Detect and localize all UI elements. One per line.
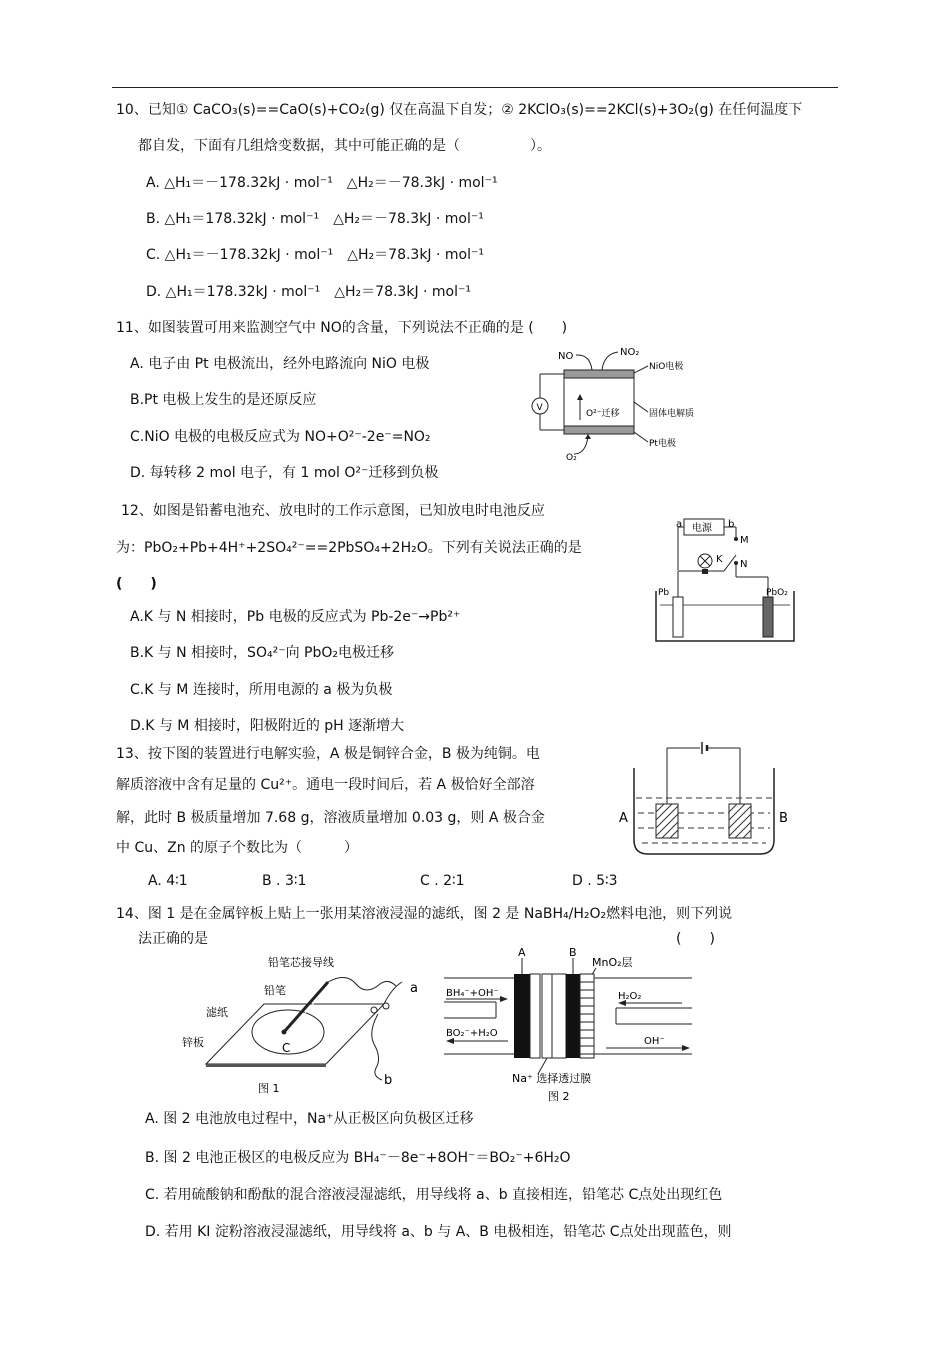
q14-fig2-electrode-a	[514, 974, 530, 1058]
q10-option-a: A. △H₁＝－178.32kJ · mol⁻¹ △H₂＝－78.3kJ · mol⁻¹	[146, 175, 498, 191]
q11-option-d: D. 每转移 2 mol 电子，有 1 mol O²⁻迁移到负极	[130, 465, 439, 481]
q10-option-c: C. △H₁＝－178.32kJ · mol⁻¹ △H₂＝78.3kJ · mol⁻¹	[146, 247, 485, 263]
q12-source-label: 电源	[692, 523, 712, 534]
q11-electrolyte-label: 固体电解质	[649, 409, 695, 419]
q14-figure-2	[438, 944, 698, 1106]
q14-fig1-b-label: b	[384, 1073, 393, 1088]
q11-migration-label: O²⁻迁移	[586, 409, 620, 419]
q12-pbo2-label: PbO₂	[766, 588, 788, 598]
q13-option-c: C . 2∶1	[420, 873, 465, 889]
q14-option-c: C. 若用硫酸钠和酚酞的混合溶液浸湿滤纸，用导线将 a、b 直接相连，铅笔芯 C点处出现红色	[145, 1187, 723, 1203]
q11-o2-label: O₂	[566, 453, 577, 463]
q12-pbo2-electrode	[763, 597, 773, 637]
q13-line3: 解，此时 B 极质量增加 7.68 g，溶液质量增加 0.03 g，则 A 极合金	[116, 810, 545, 826]
q14-fig2-inflow-label: BH₄⁻+OH⁻	[446, 988, 499, 999]
q13-option-a: A. 4∶1	[148, 873, 188, 889]
q14-fig2-mno2-layer	[580, 974, 594, 1058]
q13-beaker	[634, 768, 774, 854]
q11-option-c: C.NiO 电极的电极反应式为 NO+O²⁻-2e⁻=NO₂	[130, 429, 431, 445]
q11-no2-label: NO₂	[620, 347, 640, 358]
q14-fig2-outflow-label: BO₂⁻+H₂O	[446, 1028, 498, 1039]
q13-line1: 13、按下图的装置进行电解实验，A 极是铜锌合金，B 极为纯铜。电	[116, 746, 540, 762]
q11-stem: 11、如图装置可用来监测空气中 NO的含量，下列说法不正确的是 ( )	[116, 320, 568, 336]
q14-option-d: D. 若用 KI 淀粉溶液浸湿滤纸，用导线将 a、b 与 A、B 电极相连，铅笔芯 C点处出现蓝色，则	[145, 1224, 732, 1240]
q12-stem-line1: 12、如图是铅蓄电池充、放电时的工作示意图，已知放电时电池反应	[121, 503, 545, 519]
q11-nio-label: NiO电极	[649, 362, 684, 372]
q14-answer-paren: ( )	[676, 931, 715, 947]
q12-option-b: B.K 与 N 相接时，SO₄²⁻向 PbO₂电极迁移	[130, 645, 394, 661]
q10-option-d: D. △H₁＝178.32kJ · mol⁻¹ △H₂＝78.3kJ · mol⁻¹	[146, 284, 472, 300]
q14-fig1-c-label: C	[282, 1041, 291, 1055]
q14-fig1-a-label: a	[410, 981, 418, 996]
q14-fig2-membrane	[542, 974, 552, 1058]
q14-fig2-membrane-label: Na⁺ 选择透过膜	[512, 1072, 592, 1085]
q13-electrolysis-diagram	[612, 738, 797, 863]
header-rule	[112, 87, 838, 88]
q11-pt-electrode	[564, 426, 634, 434]
q11-voltmeter-label: V	[536, 403, 543, 413]
q14-fig1-lead-wire-label: 铅笔芯接导线	[268, 956, 334, 969]
q10-stem-line1: 10、已知① CaCO₃(s)==CaO(s)+CO₂(g) 仅在高温下自发；② 2KClO₃(s)==2KCl(s)+3O₂(g) 在任何温度下	[116, 102, 803, 118]
q12-option-a: A.K 与 N 相接时，Pb 电极的反应式为 Pb-2e⁻→Pb²⁺	[130, 609, 461, 625]
q14-stem-line1: 14、图 1 是在金属锌板上贴上一张用某溶液浸湿的滤纸，图 2 是 NaBH₄/H₂O₂燃料电池，则下列说	[116, 906, 733, 922]
q14-option-b: B. 图 2 电池正极区的电极反应为 BH₄⁻－8e⁻+8OH⁻＝BO₂⁻+6H₂O	[145, 1150, 571, 1166]
q11-sensor-diagram	[528, 340, 713, 470]
q13-line4: 中 Cu、Zn 的原子个数比为（ ）	[116, 840, 359, 856]
q11-no2-arrow	[602, 352, 618, 370]
q12-option-c: C.K 与 M 连接时，所用电源的 a 极为负极	[130, 682, 393, 698]
q12-lead-battery-diagram	[640, 515, 810, 650]
q14-fig2-mno2-label: MnO₂层	[592, 956, 633, 969]
q13-a-label: A	[619, 811, 628, 826]
q10-stem-line2: 都自发，下面有几组焓变数据，其中可能正确的是（ ）。	[138, 138, 551, 154]
q14-fig1-wire-b	[372, 1014, 382, 1080]
q11-pt-label: Pt电极	[649, 439, 676, 449]
q13-option-b: B . 3∶1	[262, 873, 307, 889]
q12-stem-line2: 为：PbO₂+Pb+4H⁺+2SO₄²⁻==2PbSO₄+2H₂O。下列有关说法正确的是	[116, 540, 582, 556]
q14-fig1-pencil-label: 铅笔	[264, 984, 286, 997]
q12-option-d: D.K 与 M 相接时，阳极附近的 pH 逐渐增大	[130, 718, 405, 734]
q14-fig1-point-c	[282, 1030, 287, 1035]
q13-line2: 解质溶液中含有足量的 Cu²⁺。通电一段时间后，若 A 极恰好全部溶	[116, 777, 535, 793]
q12-a-label: a	[676, 519, 683, 530]
q14-fig1-clip	[371, 1007, 377, 1013]
q13-b-label: B	[779, 811, 788, 826]
q14-fig1-zinc-label: 锌板	[182, 1036, 204, 1049]
q11-no-label: NO	[558, 351, 574, 362]
q14-fig2-h2o2-label: H₂O₂	[618, 991, 642, 1002]
q11-option-b: B.Pt 电极上发生的是还原反应	[130, 392, 317, 408]
q12-b-label: b	[728, 519, 735, 530]
q14-stem-line2: 法正确的是	[138, 931, 208, 947]
q14-fig1-caption: 图 1	[258, 1082, 280, 1095]
q12-m-label: M	[740, 535, 749, 546]
q12-pb-electrode	[673, 597, 683, 637]
q14-fig1-wire-a	[328, 977, 396, 990]
q13-option-d: D . 5∶3	[572, 873, 618, 889]
q11-option-a: A. 电子由 Pt 电极流出，经外电路流向 NiO 电极	[130, 356, 430, 372]
q11-no-arrow	[576, 355, 592, 370]
q12-pb-label: Pb	[658, 588, 670, 598]
q10-option-b: B. △H₁＝178.32kJ · mol⁻¹ △H₂＝－78.3kJ · mol⁻¹	[146, 211, 484, 227]
q12-k-label: K	[716, 554, 723, 565]
q14-option-a: A. 图 2 电池放电过程中，Na⁺从正极区向负极区迁移	[145, 1111, 474, 1127]
q14-fig2-b-label: B	[569, 946, 577, 959]
q14-fig2-electrode-b	[566, 974, 580, 1058]
q12-n-label: N	[740, 559, 748, 570]
q14-fig2-caption: 图 2	[548, 1090, 570, 1103]
q12-terminal-m	[734, 537, 738, 541]
q14-fig2-oh-label: OH⁻	[644, 1036, 665, 1047]
q14-fig2-a-label: A	[518, 946, 526, 959]
q14-figure-1	[178, 948, 440, 1098]
q12-stem-line3: ( )	[116, 576, 157, 592]
q11-nio-electrode	[564, 370, 634, 378]
q14-fig1-filter-label: 滤纸	[206, 1006, 228, 1019]
